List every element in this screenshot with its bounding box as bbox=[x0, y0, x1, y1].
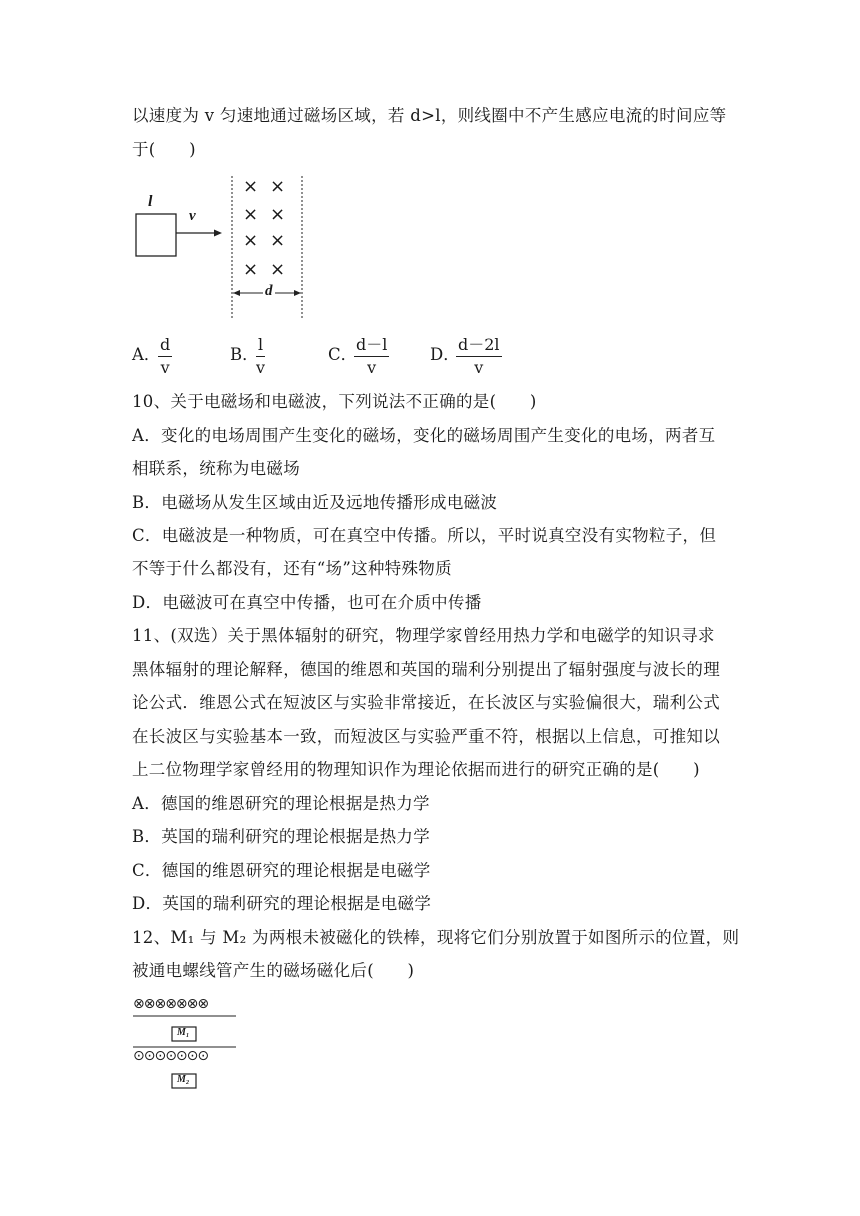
q11-line: C．德国的维恩研究的理论根据是电磁学 bbox=[132, 861, 431, 880]
label-m2: M₂ bbox=[177, 1074, 190, 1085]
q10-line: D．电磁波可在真空中传播，也可在介质中传播 bbox=[132, 593, 482, 612]
q9-figure bbox=[130, 172, 330, 322]
fraction-denominator: v bbox=[256, 358, 266, 377]
q9-option-d-fraction bbox=[456, 335, 502, 378]
q9-option-b-fraction bbox=[256, 335, 265, 378]
q9-option-b-letter: B． bbox=[230, 345, 259, 364]
field-cross: × bbox=[243, 176, 259, 197]
label-d: d bbox=[265, 283, 273, 299]
label-v: v bbox=[189, 208, 196, 224]
label-l: l bbox=[148, 193, 153, 210]
q11-line: 上二位物理学家曾经用的物理知识作为理论依据而进行的研究正确的是( ) bbox=[132, 760, 700, 779]
q12-stem-line1: 12、M₁ 与 M₂ 为两根未被磁化的铁棒，现将它们分别放置于如图所示的位置，则 bbox=[132, 928, 740, 947]
q11-line: 黑体辐射的理论解释，德国的维恩和英国的瑞利分别提出了辐射强度与波长的理 bbox=[132, 660, 720, 679]
q10-line: A．变化的电场周围产生变化的磁场，变化的磁场周围产生变化的电场，两者互 bbox=[132, 426, 716, 445]
field-cross: × bbox=[270, 259, 286, 280]
q11-line: 在长波区与实验基本一致，而短波区与实验严重不符，根据以上信息，可推知以 bbox=[132, 727, 720, 746]
current-into-row: ⊗⊗⊗⊗⊗⊗⊗ bbox=[133, 996, 209, 1012]
coil-square bbox=[136, 214, 176, 256]
q10-line: C．电磁波是一种物质，可在真空中传播。所以，平时说真空没有实物粒子，但 bbox=[132, 526, 717, 545]
fraction-numerator: d－2l bbox=[458, 335, 500, 354]
q10-stem: 10、关于电磁场和电磁波，下列说法不正确的是( ) bbox=[132, 392, 537, 411]
fraction-denominator: v bbox=[367, 358, 377, 377]
field-cross: × bbox=[243, 259, 259, 280]
fraction-denominator: v bbox=[160, 358, 170, 377]
q9-option-c-letter: C． bbox=[328, 345, 358, 364]
field-cross: × bbox=[270, 204, 286, 225]
q11-line: 论公式．维恩公式在短波区与实验非常接近，在长波区与实验偏很大，瑞利公式 bbox=[132, 693, 720, 712]
current-out-row: ⊙⊙⊙⊙⊙⊙⊙ bbox=[133, 1048, 209, 1064]
q10-line: 相联系，统称为电磁场 bbox=[132, 459, 300, 478]
q9-stem-line1: 以速度为 v 匀速地通过磁场区域，若 d>l，则线圈中不产生感应电流的时间应等 bbox=[132, 106, 727, 125]
q9-option-a-letter: A． bbox=[132, 345, 161, 364]
q10-line: 不等于什么都没有，还有“场”这种特殊物质 bbox=[132, 559, 452, 578]
q9-stem-line2: 于( ) bbox=[132, 140, 196, 159]
fraction-numerator: d－l bbox=[356, 335, 388, 354]
field-cross: × bbox=[243, 230, 259, 251]
field-cross: × bbox=[243, 204, 259, 225]
q11-line: B．英国的瑞利研究的理论根据是热力学 bbox=[132, 827, 431, 846]
fraction-denominator: v bbox=[474, 358, 484, 377]
q9-option-d-letter: D． bbox=[430, 345, 460, 364]
field-cross: × bbox=[270, 230, 286, 251]
field-cross: × bbox=[270, 176, 286, 197]
q9-option-a-fraction bbox=[158, 335, 172, 378]
q12-stem-line2: 被通电螺线管产生的磁场磁化后( ) bbox=[132, 961, 415, 980]
q11-line: A．德国的维恩研究的理论根据是热力学 bbox=[132, 794, 430, 813]
q10-line: B．电磁场从发生区域由近及远地传播形成电磁波 bbox=[132, 493, 498, 512]
fraction-numerator: l bbox=[258, 335, 264, 354]
q11-line: D．英国的瑞利研究的理论根据是电磁学 bbox=[132, 894, 432, 913]
q9-option-c-fraction bbox=[354, 335, 389, 378]
label-m1: M₁ bbox=[177, 1027, 190, 1038]
fraction-numerator: d bbox=[160, 335, 171, 354]
q11-line: 11、(双选）关于黑体辐射的研究，物理学家曾经用热力学和电磁学的知识寻求 bbox=[132, 626, 715, 645]
